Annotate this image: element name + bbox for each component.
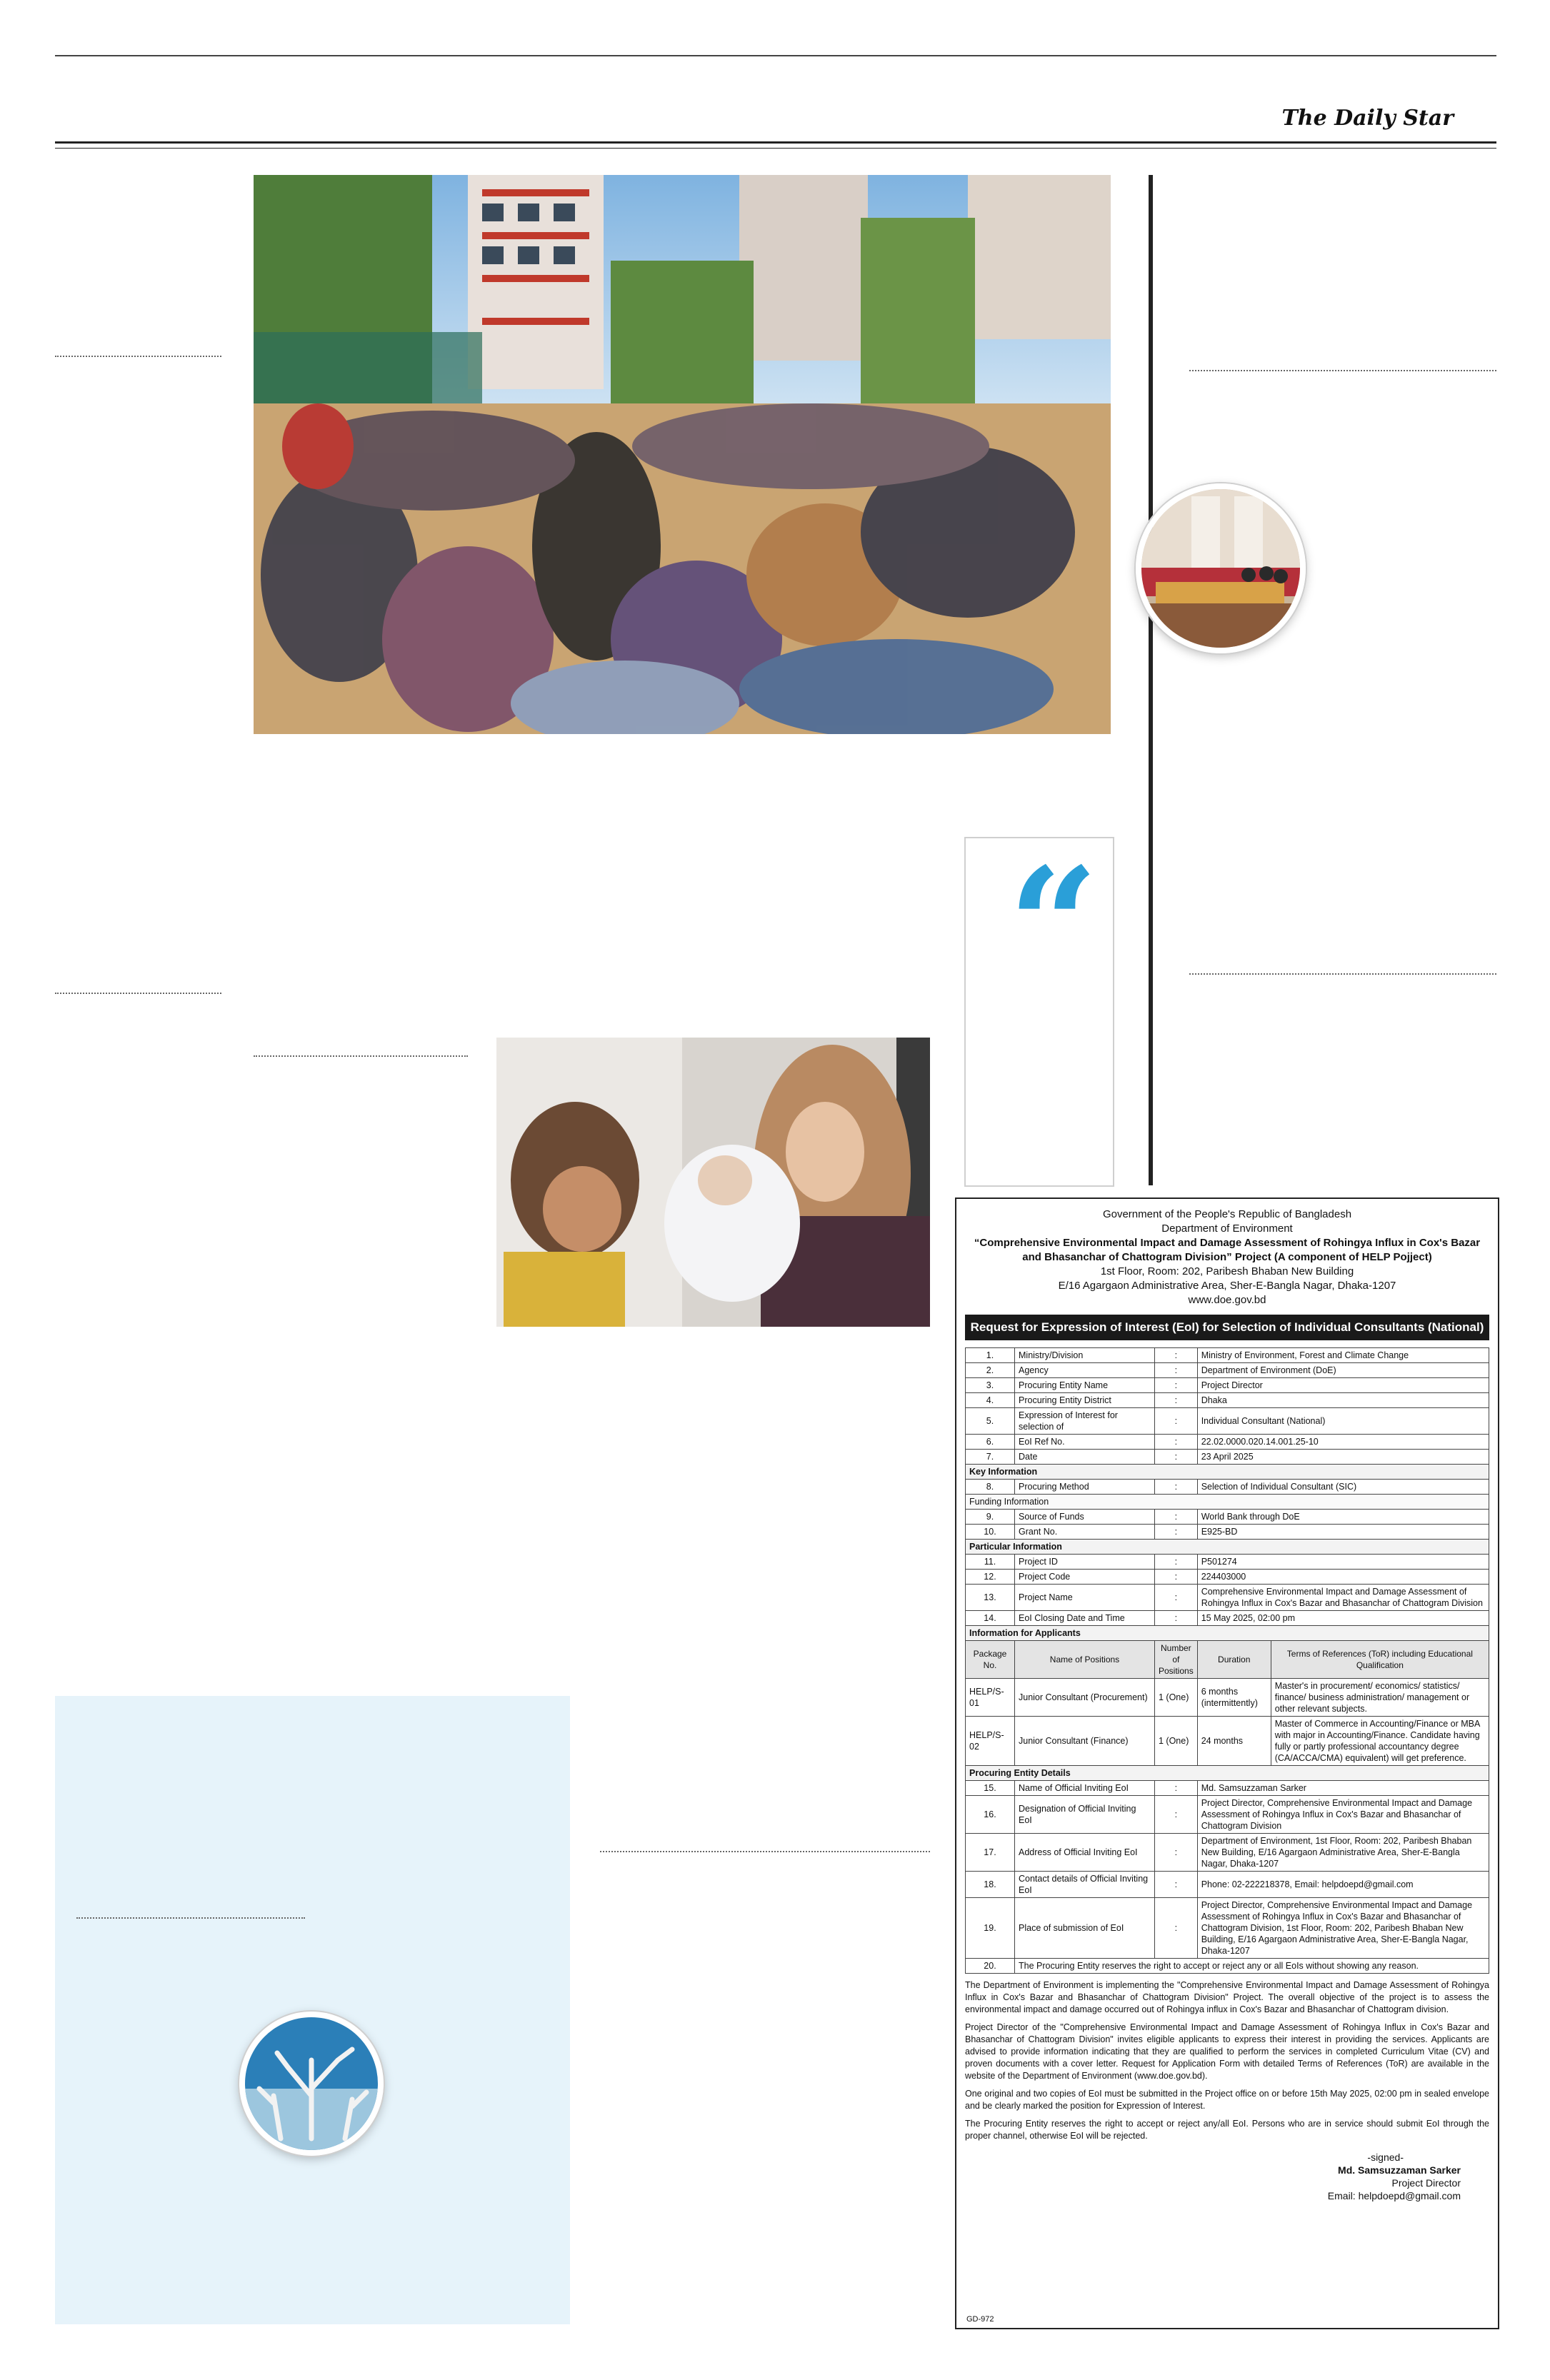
church-interior-thumbnail bbox=[1136, 483, 1306, 653]
row-label: Project Name bbox=[1015, 1585, 1155, 1611]
row-separator: : bbox=[1155, 1834, 1198, 1872]
crowd-park-photo bbox=[254, 175, 1111, 734]
package-row bbox=[966, 1679, 1489, 1717]
package-dur: 6 months (intermittently) bbox=[1197, 1679, 1271, 1717]
table-row bbox=[966, 1408, 1489, 1435]
row-value: Md. Samsuzzaman Sarker bbox=[1197, 1781, 1489, 1796]
row-label: Expression of Interest for selection of bbox=[1015, 1408, 1155, 1435]
ad-paragraphs bbox=[965, 1979, 1489, 2142]
row-label: Grant No. bbox=[1015, 1525, 1155, 1540]
package-tor: Master's in procurement/ economics/ statistics/ finance/ business administration/ management or other relevant subjects. bbox=[1271, 1679, 1489, 1717]
table-row bbox=[966, 1959, 1489, 1974]
row-value: Dhaka bbox=[1197, 1393, 1489, 1408]
package-column-header: Name of Positions bbox=[1015, 1641, 1155, 1679]
section-title: Procuring Entity Details bbox=[966, 1766, 1489, 1781]
ad-signed: -signed- bbox=[1367, 2151, 1404, 2163]
row-label: Ministry/Division bbox=[1015, 1348, 1155, 1363]
row-separator: : bbox=[1155, 1525, 1198, 1540]
row-number: 10. bbox=[966, 1525, 1015, 1540]
right-col-rule-2 bbox=[1189, 973, 1496, 975]
row-value: 22.02.0000.020.14.001.25-10 bbox=[1197, 1435, 1489, 1450]
row-separator: : bbox=[1155, 1570, 1198, 1585]
row-separator: : bbox=[1155, 1510, 1198, 1525]
row-value: Individual Consultant (National) bbox=[1197, 1408, 1489, 1435]
row-label: EoI Ref No. bbox=[1015, 1435, 1155, 1450]
row-value: World Bank through DoE bbox=[1197, 1510, 1489, 1525]
table-row bbox=[966, 1834, 1489, 1872]
table-row bbox=[966, 1585, 1489, 1611]
row-label: Place of submission of EoI bbox=[1015, 1898, 1155, 1959]
left-col-rule-2 bbox=[55, 993, 221, 994]
row-label: Name of Official Inviting EoI bbox=[1015, 1781, 1155, 1796]
row-value: Project Director, Comprehensive Environmental Impact and Damage Assessment of Rohingya Influx in Cox's Bazar and Bhasanchar of Chattogram Division, 1st Floor, Room: 202, Paribesh Bhaban New Building, E/16 Agargaon Administrative Area, Sher-E-Bangla Nagar, Dhaka-1207 bbox=[1197, 1898, 1489, 1959]
table-row bbox=[966, 1872, 1489, 1898]
row-separator: : bbox=[1155, 1796, 1198, 1834]
row-label: Project ID bbox=[1015, 1555, 1155, 1570]
table-row bbox=[966, 1796, 1489, 1834]
section-title: Information for Applicants bbox=[966, 1626, 1489, 1641]
table-row bbox=[966, 1570, 1489, 1585]
row-label: Agency bbox=[1015, 1363, 1155, 1378]
pull-quote-box bbox=[964, 833, 1114, 1187]
left-col-rule-1 bbox=[55, 356, 221, 357]
header-rule-thick bbox=[55, 141, 1496, 144]
table-row bbox=[966, 1435, 1489, 1450]
row-label: Designation of Official Inviting EoI bbox=[1015, 1796, 1155, 1834]
row-value: 15 May 2025, 02:00 pm bbox=[1197, 1611, 1489, 1626]
row-value: 23 April 2025 bbox=[1197, 1450, 1489, 1465]
row-number: 14. bbox=[966, 1611, 1015, 1626]
ad-department-line: Department of Environment bbox=[1161, 1222, 1293, 1235]
row-number: 13. bbox=[966, 1585, 1015, 1611]
package-name: Junior Consultant (Procurement) bbox=[1015, 1679, 1155, 1717]
row-label: Contact details of Official Inviting EoI bbox=[1015, 1872, 1155, 1898]
row-value: Comprehensive Environmental Impact and Damage Assessment of Rohingya Influx in Cox's Bazar and Bhasanchar of Chattogram Division bbox=[1197, 1585, 1489, 1611]
package-column-header: Terms of References (ToR) including Educational Qualification bbox=[1271, 1641, 1489, 1679]
ad-address-line-2: E/16 Agargaon Administrative Area, Sher-E-Bangla Nagar, Dhaka-1207 bbox=[1058, 1280, 1396, 1292]
row-number: 8. bbox=[966, 1480, 1015, 1495]
coral-thumbnail bbox=[239, 2012, 384, 2156]
row-value: Project Director bbox=[1197, 1378, 1489, 1393]
table-row bbox=[966, 1510, 1489, 1525]
row-number: 17. bbox=[966, 1834, 1015, 1872]
table-row bbox=[966, 1898, 1489, 1959]
row-number: 1. bbox=[966, 1348, 1015, 1363]
row-value: Department of Environment (DoE) bbox=[1197, 1363, 1489, 1378]
row-number: 4. bbox=[966, 1393, 1015, 1408]
mid-col-rule-2 bbox=[600, 1851, 930, 1852]
row-separator: : bbox=[1155, 1898, 1198, 1959]
package-pkg: HELP/S-02 bbox=[966, 1717, 1015, 1766]
table-row bbox=[966, 1348, 1489, 1363]
row-separator: : bbox=[1155, 1408, 1198, 1435]
row-label: Date bbox=[1015, 1450, 1155, 1465]
row-value: Phone: 02-222218378, Email: helpdoepd@gmail.com bbox=[1197, 1872, 1489, 1898]
row-separator: : bbox=[1155, 1585, 1198, 1611]
row-separator: : bbox=[1155, 1363, 1198, 1378]
table-row bbox=[966, 1378, 1489, 1393]
row-value: Project Director, Comprehensive Environmental Impact and Damage Assessment of Rohingya Influx in Cox's Bazar and Bhasanchar of Chattogram Division bbox=[1197, 1796, 1489, 1834]
blue-box-rule bbox=[76, 1917, 305, 1919]
eoi-advertisement bbox=[955, 1197, 1499, 2329]
package-num: 1 (One) bbox=[1155, 1679, 1198, 1717]
top-rule bbox=[55, 55, 1496, 56]
row-label: Procuring Method bbox=[1015, 1480, 1155, 1495]
quote-mark-icon: “ bbox=[1008, 833, 1099, 1018]
row-separator: : bbox=[1155, 1872, 1198, 1898]
row-label: EoI Closing Date and Time bbox=[1015, 1611, 1155, 1626]
row-separator: : bbox=[1155, 1450, 1198, 1465]
row-label: Project Code bbox=[1015, 1570, 1155, 1585]
package-column-header: Duration bbox=[1197, 1641, 1271, 1679]
table-row bbox=[966, 1393, 1489, 1408]
row-value: 224403000 bbox=[1197, 1570, 1489, 1585]
table-row bbox=[966, 1450, 1489, 1465]
section-header-row bbox=[966, 1626, 1489, 1641]
row-number: 16. bbox=[966, 1796, 1015, 1834]
table-row bbox=[966, 1480, 1489, 1495]
ad-signer-email: Email: helpdoepd@gmail.com bbox=[1327, 2190, 1461, 2201]
row-number: 3. bbox=[966, 1378, 1015, 1393]
row-number: 11. bbox=[966, 1555, 1015, 1570]
right-column-divider bbox=[1149, 175, 1153, 1185]
row-number: 15. bbox=[966, 1781, 1015, 1796]
package-column-header: Package No. bbox=[966, 1641, 1015, 1679]
row-number: 6. bbox=[966, 1435, 1015, 1450]
ad-paragraph: The Department of Environment is implementing the "Comprehensive Environmental Impact and Damage Assessment of Rohingya Influx in Cox's Bazar and Bhasanchar of Chattogram Division" Project. The overall objective of the project is to assess the environmental impact and damage occurred out of Rohingya influx in Cox's Bazar and Bhasanchar of Chattogram division. bbox=[965, 1980, 1489, 2014]
table-row bbox=[966, 1525, 1489, 1540]
package-tor: Master of Commerce in Accounting/Finance or MBA with major in Accounting/Finance. Candidate having fully or partly professional accountancy degree (CA/ACCA/CMA) equivalent) will get preference. bbox=[1271, 1717, 1489, 1766]
package-dur: 24 months bbox=[1197, 1717, 1271, 1766]
ad-paragraph: One original and two copies of EoI must be submitted in the Project office on or before 15th May 2025, 02:00 pm in sealed envelope and be clearly marked the position for Expression of Interest. bbox=[965, 2089, 1489, 2111]
package-column-header: Number of Positions bbox=[1155, 1641, 1198, 1679]
table-row bbox=[966, 1611, 1489, 1626]
row-separator: : bbox=[1155, 1435, 1198, 1450]
eoi-info-table bbox=[965, 1347, 1489, 1974]
section-header-row bbox=[966, 1766, 1489, 1781]
ad-banner: Request for Expression of Interest (EoI) for Selection of Individual Consultants (National) bbox=[965, 1315, 1489, 1340]
ad-signer-title: Project Director bbox=[1391, 2177, 1461, 2189]
table-row bbox=[966, 1781, 1489, 1796]
header-rule-thin bbox=[55, 148, 1496, 149]
row-label: Source of Funds bbox=[1015, 1510, 1155, 1525]
section-title: Particular Information bbox=[966, 1540, 1489, 1555]
row-number: 9. bbox=[966, 1510, 1015, 1525]
row-number: 20. bbox=[966, 1959, 1015, 1974]
table-row bbox=[966, 1363, 1489, 1378]
row-label: Address of Official Inviting EoI bbox=[1015, 1834, 1155, 1872]
section-title: Funding Information bbox=[966, 1495, 1489, 1510]
row-label: Procuring Entity Name bbox=[1015, 1378, 1155, 1393]
row-separator: : bbox=[1155, 1393, 1198, 1408]
table-row bbox=[966, 1555, 1489, 1570]
package-header-row bbox=[966, 1641, 1489, 1679]
row-separator: : bbox=[1155, 1480, 1198, 1495]
row-number: 5. bbox=[966, 1408, 1015, 1435]
right-col-rule-1 bbox=[1189, 370, 1496, 371]
mid-col-rule-1 bbox=[254, 1055, 468, 1057]
row-value: E925-BD bbox=[1197, 1525, 1489, 1540]
row-number: 7. bbox=[966, 1450, 1015, 1465]
section-title: Key Information bbox=[966, 1465, 1489, 1480]
ad-signature-block bbox=[965, 2151, 1489, 2202]
ad-code: GD-972 bbox=[966, 2315, 994, 2324]
row-separator: : bbox=[1155, 1378, 1198, 1393]
row-number: 12. bbox=[966, 1570, 1015, 1585]
row-separator: : bbox=[1155, 1781, 1198, 1796]
ad-project-title: “Comprehensive Environmental Impact and Damage Assessment of Rohingya Influx in Cox's Bazar and Bhasanchar of Chattogram Division” Project (A component of HELP Pojject) bbox=[974, 1237, 1481, 1263]
row-separator: : bbox=[1155, 1555, 1198, 1570]
section-header-row bbox=[966, 1495, 1489, 1510]
mother-baby-photo bbox=[496, 1038, 930, 1327]
row-label: Procuring Entity District bbox=[1015, 1393, 1155, 1408]
ad-govt-line: Government of the People's Republic of Bangladesh bbox=[1102, 1208, 1352, 1220]
row-value: P501274 bbox=[1197, 1555, 1489, 1570]
section-header-row bbox=[966, 1540, 1489, 1555]
sidebar-blue-box bbox=[55, 1696, 570, 2324]
ad-header bbox=[965, 1207, 1489, 1307]
package-row bbox=[966, 1717, 1489, 1766]
package-name: Junior Consultant (Finance) bbox=[1015, 1717, 1155, 1766]
ad-signer-name: Md. Samsuzzaman Sarker bbox=[1338, 2164, 1461, 2176]
row-value: Selection of Individual Consultant (SIC) bbox=[1197, 1480, 1489, 1495]
row-value: Ministry of Environment, Forest and Climate Change bbox=[1197, 1348, 1489, 1363]
row-number: 19. bbox=[966, 1898, 1015, 1959]
row-number: 2. bbox=[966, 1363, 1015, 1378]
section-header-row bbox=[966, 1465, 1489, 1480]
package-pkg: HELP/S-01 bbox=[966, 1679, 1015, 1717]
row-value: Department of Environment, 1st Floor, Room: 202, Paribesh Bhaban New Building, E/16 Agargaon Administrative Area, Sher-E-Bangla Nagar, Dhaka-1207 bbox=[1197, 1834, 1489, 1872]
masthead-brand: The Daily Star bbox=[1281, 106, 1454, 131]
row-value: The Procuring Entity reserves the right to accept or reject any or all EoIs without showing any reason. bbox=[1015, 1959, 1489, 1974]
ad-paragraph: The Procuring Entity reserves the right to accept or reject any/all EoI. Persons who are in service should submit EoI through the proper channel, otherwise EoI will be rejected. bbox=[965, 2119, 1489, 2141]
ad-address-line-1: 1st Floor, Room: 202, Paribesh Bhaban New Building bbox=[1100, 1265, 1354, 1277]
ad-website: www.doe.gov.bd bbox=[1188, 1294, 1266, 1306]
ad-paragraph: Project Director of the "Comprehensive Environmental Impact and Damage Assessment of Rohingya Influx in Cox's Bazar and Bhasanchar of Chattogram Division" invites eligible applicants to express their interest in providing the services. Applicants are advised to provide information indicating that they are qualified to perform the services in completed Curriculum Vitae (CV) and proven documents with a cover letter. Request for Application Form with detailed Terms of References (ToR) are available in the website of the Department of Environment (www.doe.gov.bd). bbox=[965, 2022, 1489, 2081]
row-separator: : bbox=[1155, 1611, 1198, 1626]
package-num: 1 (One) bbox=[1155, 1717, 1198, 1766]
row-number: 18. bbox=[966, 1872, 1015, 1898]
row-separator: : bbox=[1155, 1348, 1198, 1363]
